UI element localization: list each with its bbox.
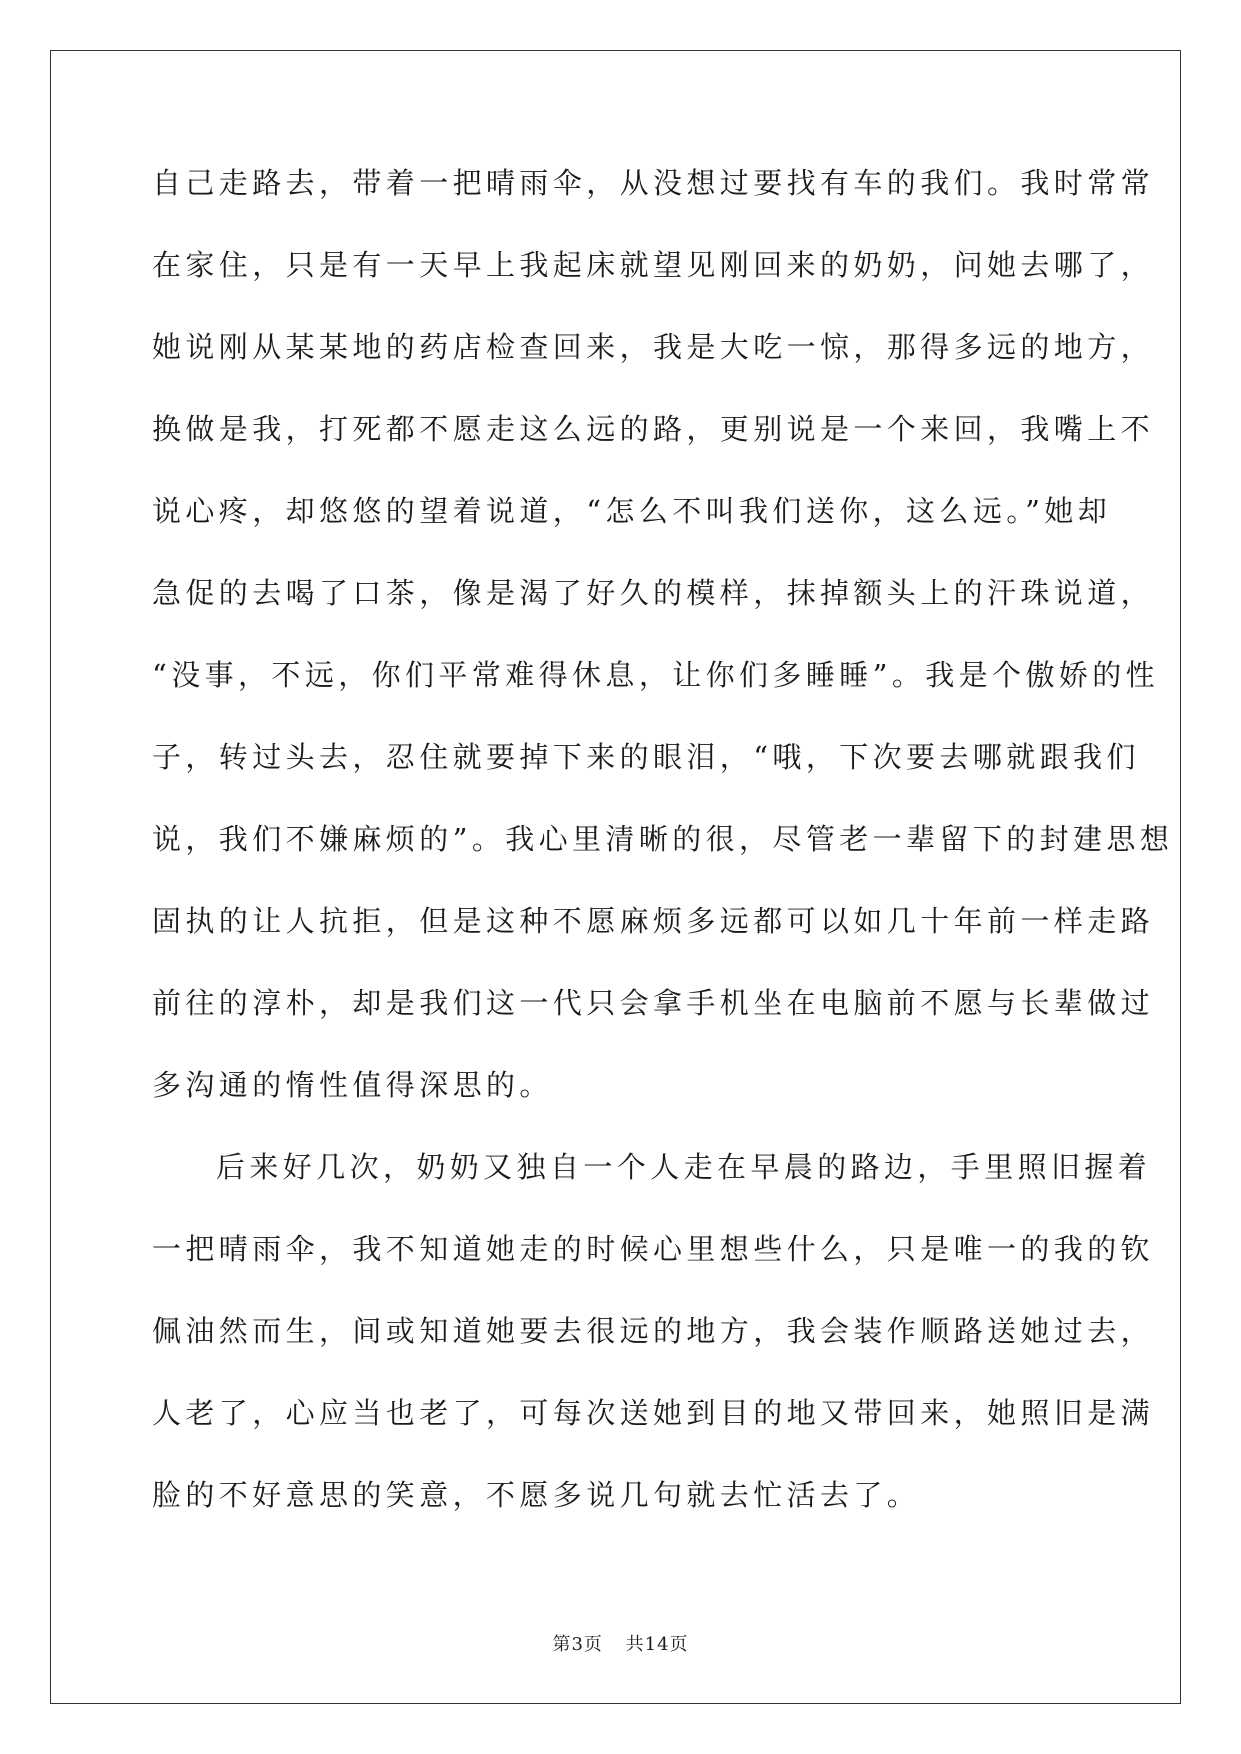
text-line: 人老了，心应当也老了，可每次送她到目的地又带回来，她照旧是满 [152, 1396, 1155, 1430]
text-line: 前往的淳朴，却是我们这一代只会拿手机坐在电脑前不愿与长辈做过 [152, 986, 1155, 1020]
text-line: 脸的不好意思的笑意，不愿多说几句就去忙活去了。 [152, 1478, 921, 1512]
text-line: 她说刚从某某地的药店检查回来，我是大吃一惊，那得多远的地方， [152, 330, 1155, 364]
text-line: “没事，不远，你们平常难得休息，让你们多睡睡”。我是个傲娇的性 [152, 658, 1160, 692]
text-line: 说心疼，却悠悠的望着说道，“怎么不叫我们送你，这么远。”她却 [152, 494, 1112, 528]
text-line: 后来好几次，奶奶又独自一个人走在早晨的路边，手里照旧握着 [216, 1150, 1152, 1184]
text-line: 多沟通的惰性值得深思的。 [152, 1068, 553, 1102]
text-line: 自己走路去，带着一把晴雨伞，从没想过要找有车的我们。我时常常 [152, 166, 1155, 200]
paragraph-1 [152, 155, 1174, 1139]
document-body [152, 155, 1174, 1549]
text-line: 一把晴雨伞，我不知道她走的时候心里想些什么，只是唯一的我的钦 [152, 1232, 1155, 1266]
text-line: 固执的让人抗拒，但是这种不愿麻烦多远都可以如几十年前一样走路 [152, 904, 1155, 938]
text-line: 换做是我，打死都不愿走这么远的路，更别说是一个来回，我嘴上不 [152, 412, 1155, 446]
text-line: 急促的去喝了口茶，像是渴了好久的模样，抹掉额头上的汗珠说道， [152, 576, 1155, 610]
total-pages: 共14页 [625, 1634, 689, 1655]
text-line: 佩油然而生，间或知道她要去很远的地方，我会装作顺路送她过去， [152, 1314, 1155, 1348]
page-footer [0, 1630, 1241, 1656]
text-line: 子，转过头去，忍住就要掉下来的眼泪，“哦，下次要去哪就跟我们 [152, 740, 1140, 774]
paragraph-2 [152, 1139, 1155, 1549]
text-line: 说，我们不嫌麻烦的”。我心里清晰的很，尽管老一辈留下的封建思想 [152, 822, 1174, 856]
page-number: 第3页 [552, 1634, 603, 1655]
text-line: 在家住，只是有一天早上我起床就望见刚回来的奶奶，问她去哪了， [152, 248, 1155, 282]
